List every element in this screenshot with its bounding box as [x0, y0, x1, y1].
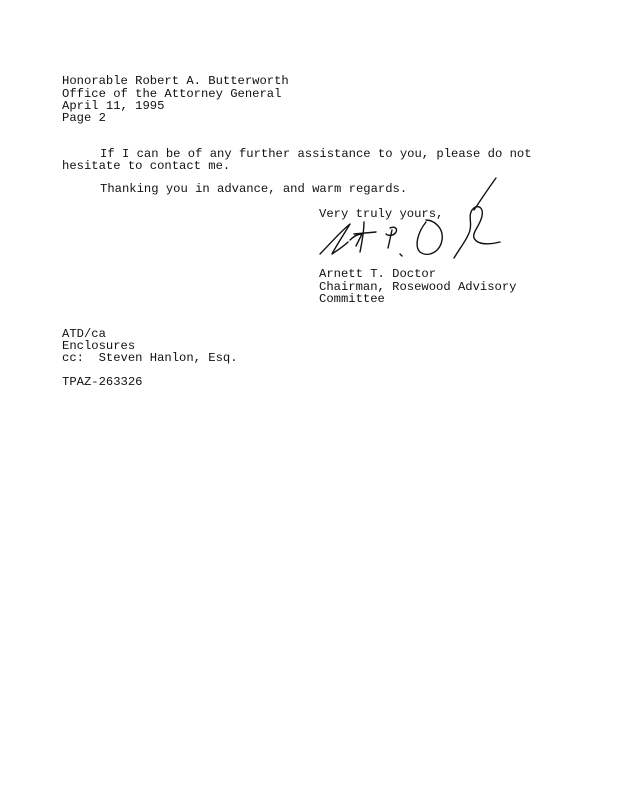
cc-line: cc: Steven Hanlon, Esq.: [62, 351, 238, 365]
letter-date: April 11, 1995: [62, 99, 165, 113]
handwritten-signature: [314, 176, 504, 266]
document-id: TPAZ-263326: [62, 375, 143, 389]
recipient-office: Office of the Attorney General: [62, 87, 282, 101]
paragraph-1-line-2: hesitate to contact me.: [62, 159, 231, 173]
signer-title-line-2: Committee: [319, 292, 385, 306]
closing-salutation: Very truly yours,: [319, 207, 444, 221]
recipient-name: Honorable Robert A. Butterworth: [62, 74, 289, 88]
page-number: Page 2: [62, 111, 106, 125]
enclosures-note: Enclosures: [62, 339, 136, 353]
typist-initials: ATD/ca: [62, 327, 106, 341]
paragraph-2: Thanking you in advance, and warm regards.: [100, 182, 408, 196]
paragraph-1-line-1: If I can be of any further assistance to you, please do not: [100, 147, 532, 161]
signer-name: Arnett T. Doctor: [319, 267, 437, 281]
signer-title-line-1: Chairman, Rosewood Advisory: [319, 280, 517, 294]
